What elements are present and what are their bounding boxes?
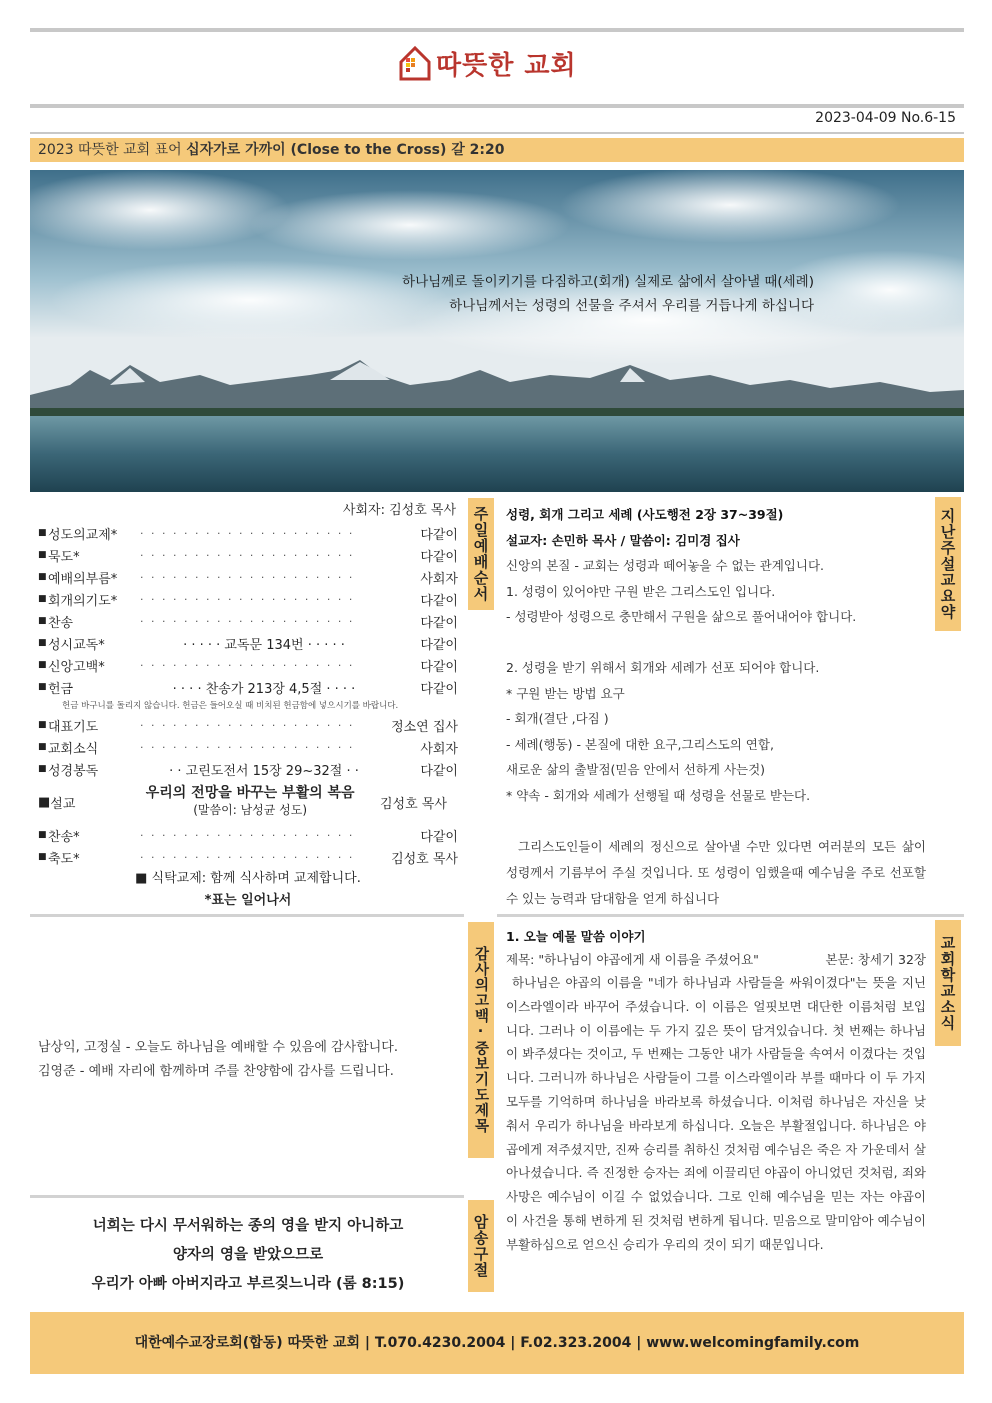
worship-row — [38, 610, 458, 632]
landscape-illustration — [30, 170, 964, 492]
worship-item-name: 설교 — [50, 796, 76, 812]
house-icon — [398, 44, 432, 82]
motto-title: 십자가로 가까이 (Close to the Cross) — [186, 142, 447, 158]
memory-verse — [40, 1212, 456, 1299]
worship-row — [38, 846, 458, 868]
worship-row — [38, 758, 458, 780]
leader-dots: · · · · · · · · · · · · · · · · · · · · — [140, 828, 355, 842]
worship-row — [38, 676, 458, 698]
worship-item-name: 헌금 — [48, 681, 74, 697]
bullet-icon: ■ — [38, 852, 47, 862]
worship-row — [38, 736, 458, 758]
worship-row — [38, 522, 458, 544]
memory-line-1: 너희는 다시 무서워하는 종의 영을 받지 아니하고 — [92, 1218, 404, 1234]
worship-tab: 주일예배순서 — [468, 498, 494, 610]
worship-item-who: 다같이 — [420, 659, 458, 675]
leader-dots: · · · · · · · · · · · · · · · · · · · · — [140, 592, 355, 606]
standing-note: *표는 일어나서 — [204, 893, 292, 908]
banner-line-1: 하나님께로 돌이키기를 다짐하고(회개) 실제로 삶에서 살아낼 때(세례) — [402, 274, 814, 290]
thanks-list — [38, 1036, 458, 1084]
memory-divider — [30, 1195, 464, 1198]
leader-dots: · · · · · · · · · · · · · · · · · · · · — [140, 740, 355, 754]
sermon-info — [120, 785, 380, 819]
worship-item-who: 김성호 목사 — [380, 796, 447, 812]
worship-row — [38, 654, 458, 676]
mid-divider-left — [30, 914, 464, 917]
mid-divider-right — [497, 914, 964, 917]
bullet-icon: ■ — [38, 638, 47, 648]
summary-blank — [506, 808, 926, 834]
school-title: 1. 오늘 예물 말씀 이야기 — [506, 929, 646, 944]
banner-image — [30, 170, 964, 492]
worship-item-name: 찬송 — [48, 615, 74, 631]
sermon-summary — [506, 502, 926, 912]
thanks-line: 김영준 - 예배 자리에 함께하며 주를 찬양함에 감사를 드립니다. — [38, 1064, 394, 1079]
worship-item-who: 정소연 집사 — [391, 719, 458, 735]
banner-line-2: 하나님께서는 성령의 선물을 주셔서 우리를 거듭나게 하십니다 — [449, 298, 814, 314]
worship-item-name: 성도의교제* — [48, 527, 118, 543]
summary-line: 새로운 삶의 출발점(믿음 안에서 선하게 사는것) — [506, 762, 766, 777]
memory-tab: 암송구절 — [468, 1200, 494, 1292]
leader-dots: · · · · · · · · · · · · · · · · · · · · — [140, 718, 355, 732]
bullet-icon: ■ — [38, 830, 47, 840]
bullet-icon: ■ — [38, 660, 47, 670]
bullet-icon: ■ — [38, 682, 47, 692]
leader-dots: · · · · · · · · · · · · · · · · · · · · — [140, 658, 355, 672]
worship-item-name: 회개의기도* — [48, 593, 118, 609]
church-logo — [398, 44, 577, 82]
summary-line: 1. 성령이 있어야만 구원 받은 그리스도인 입니다. — [506, 583, 776, 599]
worship-row — [38, 714, 458, 736]
leader-dots: · · · · · · · · · · · · · · · · · · · · — [140, 850, 355, 864]
bullet-icon: ■ — [38, 720, 47, 730]
summary-line: * 약속 - 회개와 세례가 선행될 때 성령을 선물로 받는다. — [506, 787, 811, 803]
thanks-tab: 감사의고백·중보기도제목 — [468, 922, 494, 1158]
church-school-news — [506, 926, 926, 1257]
worship-item-detail: · · · · 찬송가 213장 4,5절 · · · · — [172, 681, 356, 697]
bullet-icon: ■ — [38, 550, 47, 560]
worship-item-name: 묵도* — [48, 549, 80, 565]
worship-item-who: 다같이 — [420, 681, 458, 697]
leader-dots: · · · · · · · · · · · · · · · · · · · · — [140, 570, 355, 584]
summary-closing: 그리스도인들이 세례의 정신으로 살아낼 수만 있다면 여러분의 모든 삶이 성령께서 기름부어 주실 것입니다. 또 성령이 임했을때 예수님을 주로 선포할수 있는 능력과 담대함을 얻게 하십니다 — [506, 838, 926, 906]
worship-row — [38, 824, 458, 846]
offering-note: 헌금 바구니를 돌리지 않습니다. 헌금은 들어오실 때 비치된 헌금함에 넣으시기를 바랍니다. — [62, 701, 399, 711]
footer-contact: 대한예수교장로회(합동) 따뜻한 교회 | T.070.4230.2004 | F.02.323.2004 | www.welcomingfamily.com — [30, 1312, 964, 1374]
bullet-icon: ■ — [38, 528, 47, 538]
worship-item-who: 다같이 — [420, 637, 458, 653]
worship-item-name: 신앙고백* — [48, 659, 105, 675]
motto-rule — [30, 132, 964, 134]
meal-fellowship: ■ 식탁교제: 함께 식사하며 교제합니다. — [135, 871, 361, 886]
top-rule — [30, 28, 964, 32]
sermon-title: 우리의 전망을 바꾸는 부활의 복음 — [145, 785, 355, 801]
motto-prefix: 2023 따뜻한 교회 표어 — [38, 142, 187, 158]
summary-line: 신앙의 본질 - 교회는 성령과 떼어놓을 수 없는 관계입니다. — [506, 558, 824, 573]
worship-item-who: 다같이 — [420, 763, 458, 779]
summary-line: - 세례(행동) - 본질에 대한 요구,그리스도의 연합, — [506, 736, 774, 752]
bullet-icon: ■ — [38, 794, 51, 810]
bullet-icon: ■ — [38, 764, 47, 774]
worship-item-who: 다같이 — [420, 549, 458, 565]
worship-item-who: 다같이 — [420, 527, 458, 543]
date-issue: 2023-04-09 No.6-15 — [815, 110, 956, 126]
thanks-line: 남상익, 고정실 - 오늘도 하나님을 예배할 수 있음에 감사합니다. — [38, 1040, 398, 1055]
school-subject: 제목: "하나님이 야곱에게 새 이름을 주셨어요" — [506, 952, 759, 967]
banner-caption — [402, 270, 814, 318]
school-body: 하나님은 야곱의 이름을 "네가 하나님과 사람들을 싸워이겼다"는 뜻을 지닌 이스라엘이라 바꾸어 주셨습니다. 이 이름은 얼핏보면 대단한 이름처럼 보입니다. 그러나 이 이름에는 두 가지 깊은 뜻이 담겨있습니다. 첫 번째는 하나님이 봐주셨다는 것이고, 두 번째는 그동안 내가 사람들을 속여서 이겼다는 것입니다. 그러니까 하나님은 사람들이 그를 이스라엘이라 부를 때마다 이 두 가지 모두를 기억하며 하나님을 바라보록 하셨습니다. 이처럼 하나님은 자신을 낮춰서 우리가 하나님을 바라보게 하십니다. 오늘은 부활절입니다. 하나님은 야곱에게 져주셨지만, 진짜 승리를 취하신 것처럼 예수님은 죽은 자 가운데서 살아나셨습니다. 즉 진정한 승자는 죄에 이끌리던 야곱이 아니었던 것처럼, 죄와 사망은 예수님이 이길 수 없었습니다. 그로 인해 예수님을 믿는 자는 야곱이 이 사건을 통해 변하게 된 것처럼 변하게 됩니다. 믿음으로 말미암아 예수님이 부활하심으로 얻으신 승리가 우리의 것이 되기 때문입니다. — [506, 975, 926, 1252]
worship-item-who: 다같이 — [420, 615, 458, 631]
worship-item-name: 축도* — [48, 851, 80, 867]
presider: 사회자: 김성호 목사 — [342, 503, 456, 518]
worship-row — [38, 632, 458, 654]
summary-tab: 지난주설교요약 — [935, 497, 961, 631]
memory-line-3: 우리가 아빠 아버지라고 부르짖느니라 (롬 8:15) — [91, 1276, 405, 1292]
summary-line — [506, 630, 926, 656]
header-rule — [30, 104, 964, 108]
bullet-icon: ■ — [38, 742, 47, 752]
bullet-icon: ■ — [38, 572, 47, 582]
worship-item-who: 사회자 — [420, 741, 458, 757]
motto-verse: 갈 2:20 — [446, 142, 505, 158]
worship-item-name: 성경봉독 — [48, 763, 99, 779]
church-name: 따뜻한 교회 — [436, 50, 577, 81]
school-subject-line — [506, 948, 926, 971]
worship-item-name: 대표기도 — [48, 719, 99, 735]
summary-speakers: 설교자: 손민하 목사 / 말씀이: 김미경 집사 — [506, 532, 740, 548]
motto-bar — [30, 138, 964, 162]
leader-dots: · · · · · · · · · · · · · · · · · · · · — [140, 526, 355, 540]
worship-item-who: 다같이 — [420, 829, 458, 845]
worship-item-who: 김성호 목사 — [391, 851, 458, 867]
worship-item-detail: · · 고린도전서 15장 29~32절 · · — [169, 763, 359, 779]
worship-item-name: 찬송* — [48, 829, 80, 845]
worship-order — [38, 500, 458, 912]
worship-row — [38, 588, 458, 610]
worship-row-sermon — [38, 780, 458, 824]
worship-item-name: 성시교독* — [48, 637, 105, 653]
worship-row — [38, 544, 458, 566]
bullet-icon: ■ — [38, 616, 47, 626]
worship-item-detail: · · · · · 교독문 134번 · · · · · — [183, 637, 345, 653]
worship-item-name: 예배의부름* — [48, 571, 118, 587]
worship-row — [38, 566, 458, 588]
worship-item-who: 다같이 — [420, 593, 458, 609]
leader-dots: · · · · · · · · · · · · · · · · · · · · — [140, 614, 355, 628]
summary-line: * 구원 받는 방법 요구 — [506, 685, 625, 701]
worship-item-name: 교회소식 — [48, 741, 99, 757]
school-text-ref: 본문: 창세기 32장 — [825, 952, 926, 967]
summary-title: 성령, 회개 그리고 세례 (사도행전 2장 37~39절) — [506, 507, 784, 522]
sermon-preacher: (말씀이: 남성균 성도) — [193, 803, 308, 817]
memory-line-2: 양자의 영을 받았으므로 — [172, 1247, 324, 1263]
worship-item-who: 사회자 — [420, 571, 458, 587]
leader-dots: · · · · · · · · · · · · · · · · · · · · — [140, 548, 355, 562]
summary-line: 2. 성령을 받기 위해서 회개와 세례가 선포 되어야 합니다. — [506, 660, 820, 675]
bullet-icon: ■ — [38, 594, 47, 604]
summary-line: - 성령받아 성령으로 충만해서 구원을 삶으로 풀어내어야 합니다. — [506, 609, 857, 624]
summary-line: - 회개(결단 ,다짐 ) — [506, 711, 609, 726]
school-tab: 교회학교소식 — [935, 920, 961, 1046]
